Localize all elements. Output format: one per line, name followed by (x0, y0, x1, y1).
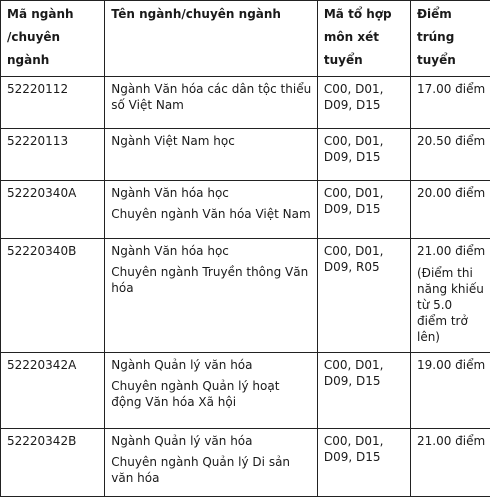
row-combo-cell (317, 239, 410, 353)
row-combo-cell (317, 429, 410, 497)
row-score: 19.00 điểm (417, 357, 486, 373)
row-specialization: Chuyên ngành Truyền thông Văn hóa (111, 264, 312, 296)
header-combo-line-2: môn xét (324, 26, 405, 49)
row-subject-combo: C00, D01, D09, D15 (324, 133, 405, 165)
header-combo-line-1: Mã tổ hợp (324, 3, 405, 26)
row-code-cell (1, 353, 105, 429)
row-score: 21.00 điểm (417, 243, 486, 259)
row-specialization: Chuyên ngành Quản lý hoạt động Văn hóa Xã hội (111, 378, 312, 410)
header-score-line-2: trúng tuyển (417, 26, 486, 72)
header-score (410, 1, 490, 77)
row-code: 52220342B (7, 433, 99, 449)
row-name-cell (105, 353, 318, 429)
row-code: 52220342A (7, 357, 99, 373)
header-code (1, 1, 105, 77)
row-code-cell (1, 239, 105, 353)
row-major-name: Ngành Quản lý văn hóa (111, 357, 312, 373)
row-subject-combo: C00, D01, D09, D15 (324, 81, 405, 113)
row-code: 52220112 (7, 81, 99, 97)
row-combo-cell (317, 181, 410, 239)
row-code-cell (1, 181, 105, 239)
row-major-name: Ngành Quản lý văn hóa (111, 433, 312, 449)
row-major-name: Ngành Văn hóa học (111, 185, 312, 201)
table-header-row (1, 1, 490, 77)
row-score-cell (410, 353, 490, 429)
row-code: 52220340B (7, 243, 99, 259)
row-subject-combo: C00, D01, D09, D15 (324, 357, 405, 389)
row-major-name: Ngành Văn hóa các dân tộc thiểu số Việt Nam (111, 81, 312, 113)
row-subject-combo: C00, D01, D09, D15 (324, 185, 405, 217)
row-score-note: (Điểm thi năng khiếu từ 5.0 điểm trở lên) (417, 265, 486, 345)
header-combo (317, 1, 410, 77)
row-major-name: Ngành Văn hóa học (111, 243, 312, 259)
row-score-cell (410, 181, 490, 239)
row-name-cell (105, 129, 318, 181)
table-row (1, 353, 490, 429)
table-row (1, 239, 490, 353)
row-code-cell (1, 77, 105, 129)
row-score-cell (410, 129, 490, 181)
row-score: 20.50 điểm (417, 133, 486, 149)
table-row (1, 429, 490, 497)
row-score: 20.00 điểm (417, 185, 486, 201)
row-code: 52220113 (7, 133, 99, 149)
row-combo-cell (317, 353, 410, 429)
row-code-cell (1, 429, 105, 497)
row-code: 52220340A (7, 185, 99, 201)
table-row (1, 77, 490, 129)
row-subject-combo: C00, D01, D09, D15 (324, 433, 405, 465)
row-name-cell (105, 181, 318, 239)
header-combo-line-3: tuyển (324, 49, 405, 72)
row-score: 17.00 điểm (417, 81, 486, 97)
row-score-cell (410, 239, 490, 353)
row-name-cell (105, 239, 318, 353)
header-code-line-1: Mã ngành (7, 3, 99, 26)
header-score-line-1: Điểm (417, 3, 486, 26)
row-combo-cell (317, 77, 410, 129)
row-score-cell (410, 77, 490, 129)
table-row (1, 129, 490, 181)
row-specialization: Chuyên ngành Văn hóa Việt Nam (111, 206, 312, 222)
header-name (105, 1, 318, 77)
header-name-line-1: Tên ngành/chuyên ngành (111, 3, 312, 26)
row-major-name: Ngành Việt Nam học (111, 133, 312, 149)
row-score: 21.00 điểm (417, 433, 486, 449)
row-name-cell (105, 77, 318, 129)
header-code-line-2: /chuyên ngành (7, 26, 99, 72)
row-name-cell (105, 429, 318, 497)
table-row (1, 181, 490, 239)
row-code-cell (1, 129, 105, 181)
row-score-cell (410, 429, 490, 497)
row-combo-cell (317, 129, 410, 181)
row-specialization: Chuyên ngành Quản lý Di sản văn hóa (111, 454, 312, 486)
row-subject-combo: C00, D01, D09, R05 (324, 243, 405, 275)
